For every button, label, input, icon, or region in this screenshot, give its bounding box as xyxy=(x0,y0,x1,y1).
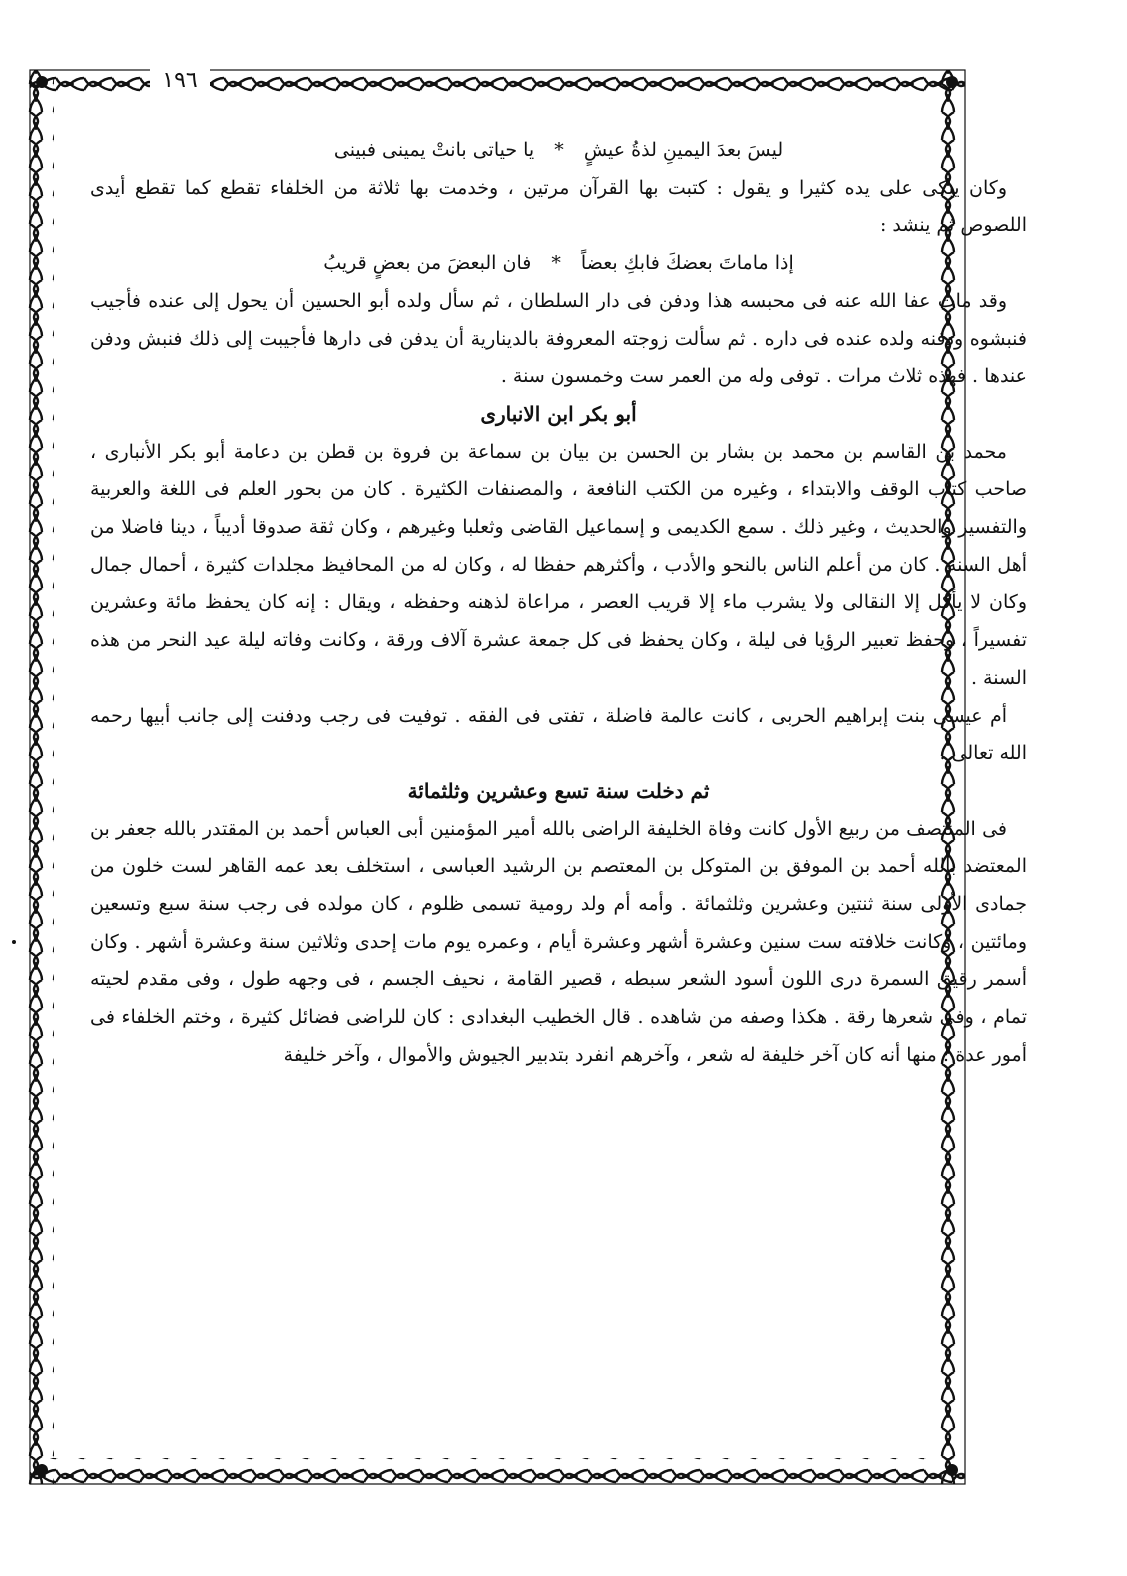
section-heading: أبو بكر ابن الانبارى xyxy=(480,401,637,426)
section-heading: ثم دخلت سنة تسع وعشرين وثلثمائة xyxy=(407,778,710,803)
paragraph: وقد مات عفا الله عنه فى محبسه هذا ودفن فى دار السلطان ، ثم سأل ولده أبو الحسين أن يحول إلى عنده فأجيب فنبشوه ودفنه ولده عنده فى داره . ثم سألت زوجته المعروفة بالدينارية أن يدفن فى دارها فأجيبت إلى ذلك فنبش ودفن عندها . فهذه ثلاث مرات . توفى وله من العمر ست وخمسون سنة . xyxy=(90,289,1027,388)
verse-hemistich-first: إذا ماماتَ بعضكَ فابكِ بعضاً xyxy=(580,252,794,275)
paragraph: وكان يبكى على يده كثيرا و يقول : كتبت بها القرآن مرتين ، وخدمت بها ثلاثة من الخلفاء تقطع كما تقطع أيدى اللصوص ثم ينشد : xyxy=(90,176,1027,237)
verse-line xyxy=(90,132,1027,170)
verse-separator: * xyxy=(551,252,561,275)
verse-line xyxy=(90,245,1027,283)
paragraph: محمد بن القاسم بن محمد بن بشار بن الحسن بن بيان بن سماعة بن فروة بن قطن بن دعامة أبو بكر الأنبارى ، صاحب كتاب الوقف والابتداء ، وغيره من الكتب النافعة ، والمصنفات الكثيرة . كان من بحور العلم فى اللغة والعربية والتفسير والحديث ، وغير ذلك . سمع الكديمى و إسماعيل القاضى وثعلبا وغيرهم ، وكان ثقة صدوقا أديباً ، دينا فاضلا من أهل السنة . كان من أعلم الناس بالنحو والأدب ، وأكثرهم حفظا له ، وكان له من المحافيظ مجلدات كثيرة ، أحمال جمال وكان لا يأكل إلا النقالى ولا يشرب ماء إلا قريب العصر ، مراعاة لذهنه وحفظه ، ويقال : إنه كان يحفظ مائة وعشرين تفسيراً ، وحفظ تعبير الرؤيا فى ليلة ، وكان يحفظ فى كل جمعة عشرة آلاف ورقة ، وكانت وفاته ليلة عيد النحر من هذه السنة . xyxy=(90,440,1027,689)
page-number: ١٩٦ xyxy=(150,64,210,98)
verse-hemistich-second: يا حياتى بانتْ يمينى فبينى xyxy=(333,139,535,161)
scan-speck xyxy=(12,940,16,944)
page-body xyxy=(90,132,1027,1462)
paragraph: فى المنتصف من ربيع الأول كانت وفاة الخليفة الراضى بالله أمير المؤمنين أبى العباس أحمد بن المقتدر بالله جعفر بن المعتضد بالله أحمد بن الموفق بن المتوكل بن المعتصم بن الرشيد العباسى ، استخلف بعد عمه القاهر لست خلون من جمادى الأولى سنة ثنتين وعشرين وثلثمائة . وأمه أم ولد رومية تسمى ظلوم ، كان مولده فى رجب سنة سبع وتسعين ومائتين ، وكانت خلافته ست سنين وعشرة أشهر وعشرة أيام ، وعمره يوم مات إحدى وثلاثين سنة وعشرة أشهر . وكان أسمر رقيق السمرة درى اللون أسود الشعر سبطه ، قصير القامة ، نحيف الجسم ، فى وجهه طول ، وفى مقدم لحيته تمام ، وفى شعرها رقة . هكذا وصفه من شاهده . قال الخطيب البغدادى : كان للراضى فضائل كثيرة ، وختم الخلفاء فى أمور عدة : منها أنه كان آخر خليفة له شعر ، وآخرهم انفرد بتدبير الجيوش والأموال ، وآخر خليفة xyxy=(90,817,1027,1066)
verse-hemistich-second: فان البعضَ من بعضٍ قريبُ xyxy=(323,252,532,275)
verse-hemistich-first: ليسَ بعدَ اليمينِ لذةُ عيشٍ xyxy=(583,139,784,161)
verse-separator: * xyxy=(554,139,564,161)
paragraph: أم عيسى بنت إبراهيم الحربى ، كانت عالمة فاضلة ، تفتى فى الفقه . توفيت فى رجب ودفنت إلى جانب أبيها رحمه الله تعالى . xyxy=(90,704,1027,765)
